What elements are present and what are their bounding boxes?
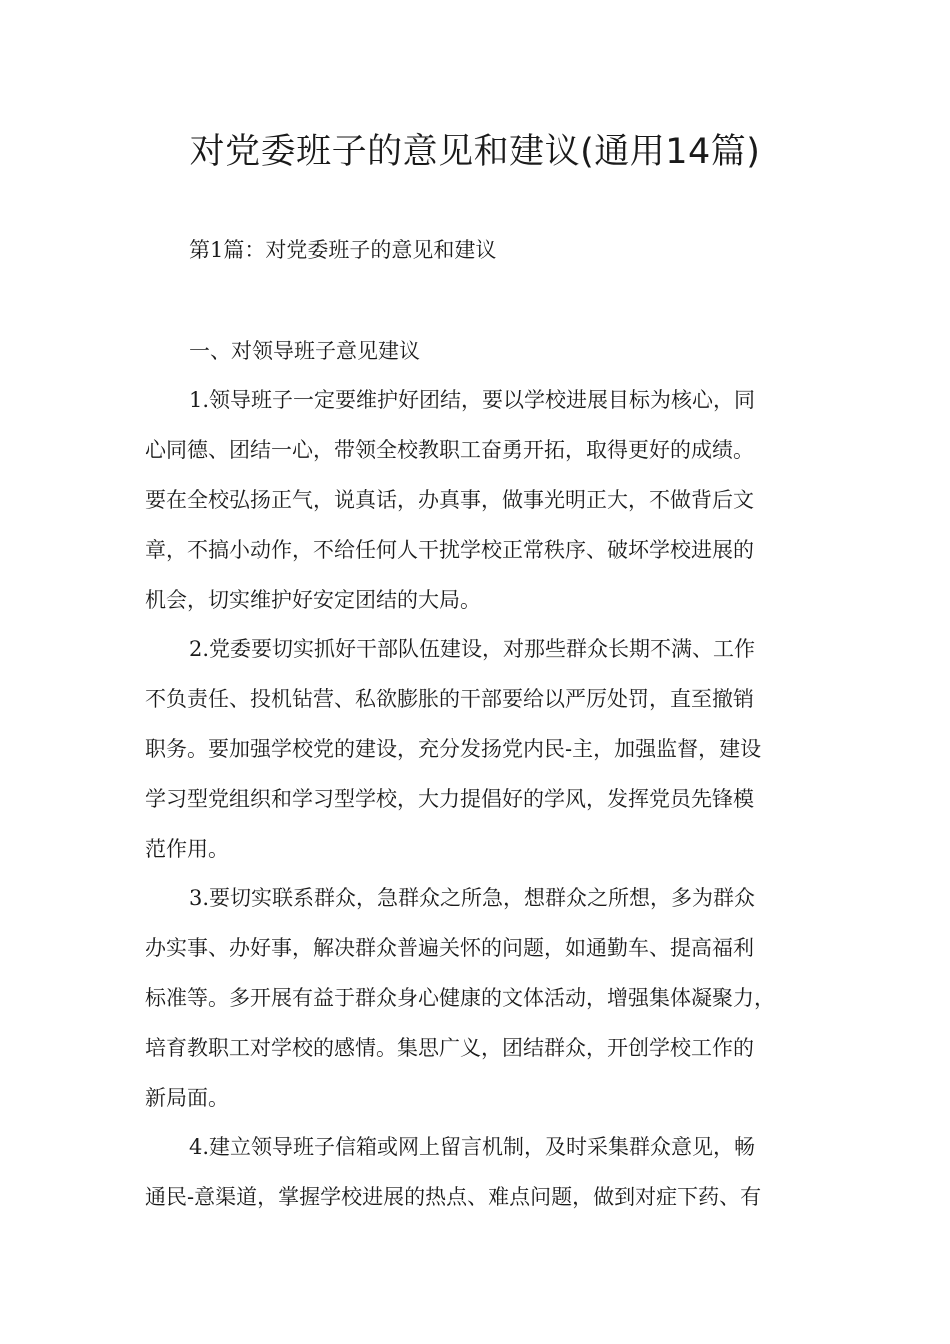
- paragraph-line: 通民-意渠道，掌握学校进展的热点、难点问题，做到对症下药、有: [145, 1185, 762, 1209]
- paragraph-1: [145, 375, 815, 625]
- paragraph-line: 要在全校弘扬正气，说真话，办真事，做事光明正大，不做背后文: [145, 488, 754, 512]
- paragraph-line: 办实事、办好事，解决群众普遍关怀的问题，如通勤车、提高福利: [145, 936, 754, 960]
- paragraph-line: 培育教职工对学校的感情。集思广义，团结群众，开创学校工作的: [145, 1036, 754, 1060]
- paragraph-line: 章，不搞小动作，不给任何人干扰学校正常秩序、破坏学校进展的: [145, 538, 754, 562]
- paragraph-line: 3.要切实联系群众，急群众之所急，想群众之所想，多为群众: [189, 886, 756, 910]
- paragraph-line: 心同德、团结一心，带领全校教职工奋勇开拓，取得更好的成绩。: [145, 438, 754, 462]
- paragraph-line: 4.建立领导班子信箱或网上留言机制，及时采集群众意见，畅: [189, 1135, 756, 1159]
- paragraph-line: 1.领导班子一定要维护好团结，要以学校进展目标为核心，同: [189, 388, 756, 412]
- paragraph-3: [145, 873, 815, 1123]
- paragraph-line: 新局面。: [145, 1086, 229, 1110]
- paragraph-line: 标准等。多开展有益于群众身心健康的文体活动，增强集体凝聚力，: [145, 986, 775, 1010]
- paragraph-line: 职务。要加强学校党的建设，充分发扬党内民-主，加强监督，建设: [145, 737, 762, 761]
- paragraph-2: [145, 624, 815, 874]
- article-subtitle: 第1篇：对党委班子的意见和建议: [189, 238, 497, 262]
- paragraph-line: 机会，切实维护好安定团结的大局。: [145, 588, 481, 612]
- paragraph-4: [145, 1122, 815, 1222]
- paragraph-line: 范作用。: [145, 837, 229, 861]
- paragraph-line: 2.党委要切实抓好干部队伍建设，对那些群众长期不满、工作: [189, 637, 756, 661]
- paragraph-line: 不负责任、投机钻营、私欲膨胀的干部要给以严厉处罚，直至撤销: [145, 687, 754, 711]
- section-heading: 一、对领导班子意见建议: [189, 339, 420, 363]
- paragraph-line: 学习型党组织和学习型学校，大力提倡好的学风，发挥党员先锋模: [145, 787, 754, 811]
- document-title: 对党委班子的意见和建议(通用14篇): [189, 132, 761, 172]
